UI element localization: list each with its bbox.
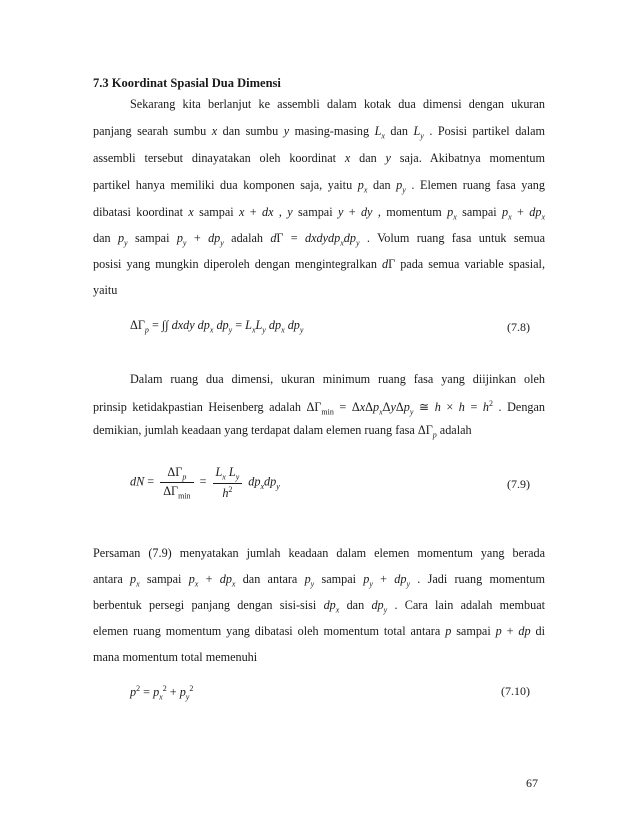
equation-number-7-10: (7.10) <box>501 684 530 698</box>
p1-line-1: Sekarang kita berlanjut ke assembli dalam kotak dua dimensi dengan ukuran <box>130 97 545 111</box>
p1-line-7: posisi yang mungkin diperoleh dengan mengintegralkan dΓ pada semua variable spasial, <box>93 257 545 271</box>
p3-line-3: berbentuk persegi panjang dengan sisi-sisi $dp_x$ dan $dp_y$ . Cara lain adalah membuat <box>93 598 545 615</box>
p1-line-5: dibatasi koordinat x sampai x + dx , y sampai y + dy , momentum $p_x$ sampai $p_x + dp_x$ <box>93 205 545 222</box>
p3-line-2: antara $p_x$ sampai $p_x + dp_x$ dan antara $p_y$ sampai $p_y + dp_y$ . Jadi ruang momentum <box>93 572 545 589</box>
equation-7-8: $\Delta\Gamma_p$ = ∫∫ dxdy $dp_x$ $dp_y = L_xL_y$ $dp_x$ $dp_y$ <box>130 318 304 335</box>
equation-number-7-8: (7.8) <box>507 320 530 334</box>
p3-line-5: mana momentum total memenuhi <box>93 650 258 664</box>
p1-line-3: assembli tersebut dinayatakan oleh koordinat x dan y saja. Akibatnya momentum <box>93 151 545 165</box>
p3-line-4: elemen ruang momentum yang dibatasi oleh momentum total antara p sampai p + dp di <box>93 624 546 638</box>
p1-line-6: dan $p_y$ sampai $p_y + dp_y$ adalah $d\Gamma = dxdydp_xdp_y$ . Volum ruang fasa untuk semua <box>93 231 546 248</box>
fraction-delta-gamma: $\frac{\Delta\Gamma_p}{\Delta\Gamma_{min}}$ <box>160 465 193 501</box>
p1-line-8: yaitu <box>93 283 118 297</box>
p1-line-2: panjang searah sumbu x dan sumbu y masing-masing $L_x$ dan $L_y$ . Posisi partikel dalam <box>93 124 545 141</box>
equation-7-9: dN = $\frac{\Delta\Gamma_p}{\Delta\Gamma_{min}}$ = $\frac{L_x L_y}{h^2}$ $dp_xdp_y$ <box>130 465 280 501</box>
p1-line-4: partikel hanya memiliki dua komponen saja, yaitu $p_x$ dan $p_y$ . Elemen ruang fasa yang <box>93 178 545 195</box>
page-number: 67 <box>526 776 538 790</box>
p2-line-3: demikian, jumlah keadaan yang terdapat dalam elemen ruang fasa $\Delta\Gamma_p$ adalah <box>93 423 472 440</box>
section-title: 7.3 Koordinat Spasial Dua Dimensi <box>93 76 281 90</box>
p2-line-2: prinsip ketidakpastian Heisenberg adalah $\Delta\Gamma_{min} = \Delta x\Delta p_x\Delta y\Delta p_y$ ≅ $h \times h = h^2$ . Dengan <box>93 399 546 417</box>
equation-number-7-9: (7.9) <box>507 477 530 491</box>
equation-7-10: $p^2 = p_x^2 + p_y^2$ <box>130 684 194 702</box>
fraction-area-h2: $\frac{L_x L_y}{h^2}$ <box>213 465 243 501</box>
p2-line-1: Dalam ruang dua dimensi, ukuran minimum ruang fasa yang diijinkan oleh <box>130 372 545 386</box>
p3-line-1: Persaman (7.9) menyatakan jumlah keadaan dalam elemen momentum yang berada <box>93 546 545 560</box>
